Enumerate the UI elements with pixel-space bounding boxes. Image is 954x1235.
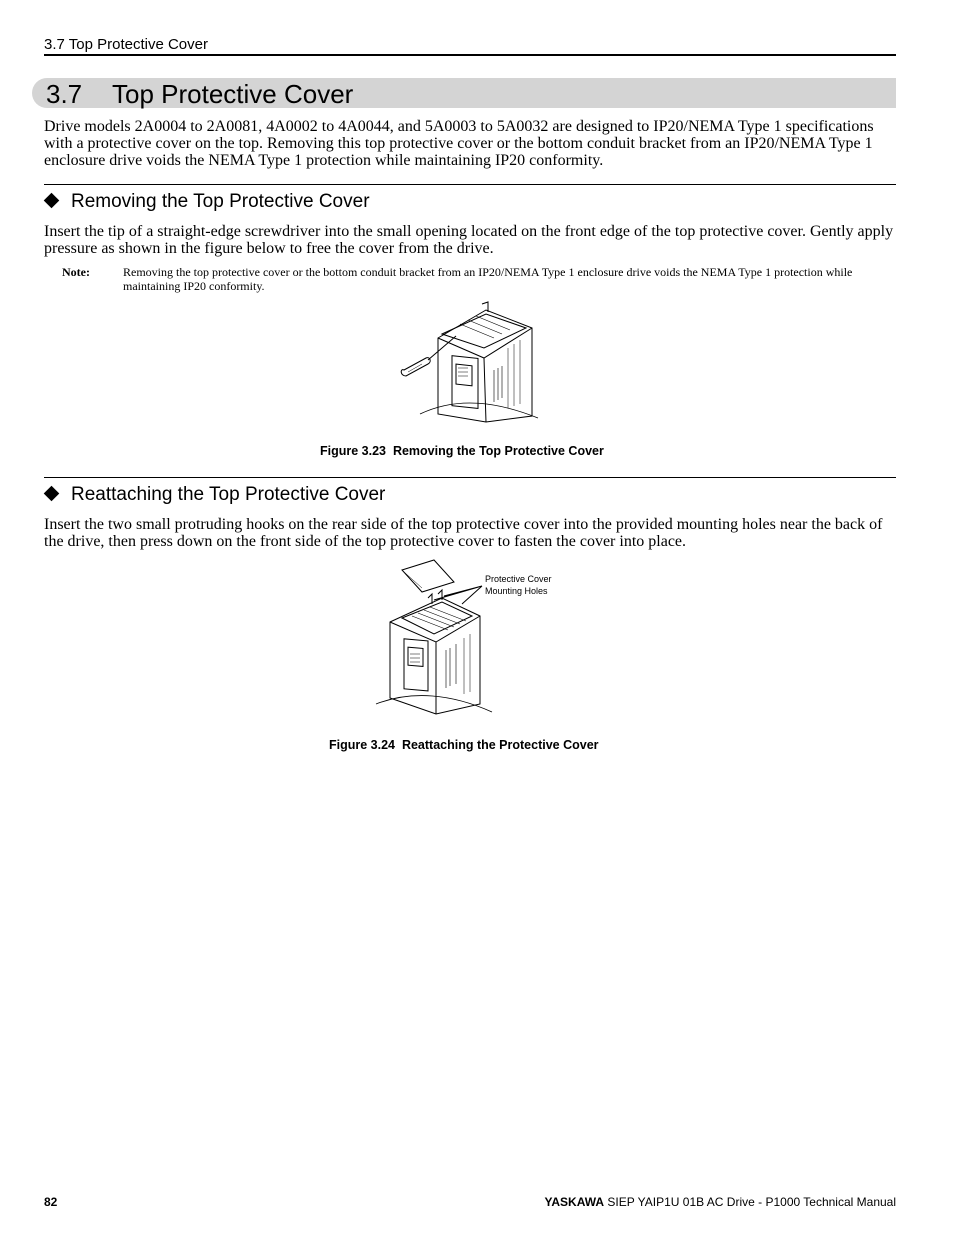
- note-label: Note:: [62, 265, 90, 279]
- figure-3-23-caption: Figure 3.23 Removing the Top Protective Cover: [320, 444, 604, 458]
- callout-mounting-holes: Mounting Holes: [485, 586, 548, 596]
- subheading-reattaching-text: Reattaching the Top Protective Cover: [71, 484, 386, 505]
- diamond-bullet-icon: [44, 486, 60, 502]
- section-number: 3.7: [46, 79, 83, 109]
- subsection-rule-reattaching: [44, 477, 896, 478]
- note-text: Removing the top protective cover or the bottom conduit bracket from an IP20/NEMA Type 1 enclosure drive voids the NEMA Type 1 protection while maintaining IP20 conformity.: [123, 265, 853, 293]
- figure-3-24-caption: Figure 3.24 Reattaching the Protective Cover: [329, 738, 599, 752]
- subheading-removing-text: Removing the Top Protective Cover: [71, 191, 370, 212]
- diamond-bullet-icon: [44, 193, 60, 209]
- footer-brand: YASKAWA: [544, 1195, 605, 1209]
- page-number: 82: [44, 1195, 58, 1209]
- subheading-reattaching: [44, 484, 385, 506]
- section-title-text: Top Protective Cover: [112, 79, 354, 109]
- section-title: [46, 79, 353, 110]
- removing-paragraph: Insert the tip of a straight-edge screwdriver into the small opening located on the front edge of the top protective cover. Gently apply pressure as shown in the figure below to free the cover from the drive.: [44, 223, 894, 257]
- running-header: 3.7 Top Protective Cover: [44, 36, 208, 53]
- subheading-removing: [44, 191, 370, 213]
- header-rule: [44, 54, 896, 56]
- footer-manual-title: [544, 1195, 896, 1209]
- intro-paragraph: Drive models 2A0004 to 2A0081, 4A0002 to 4A0044, and 5A0003 to 5A0032 are designed to IP20/NEMA Type 1 specifications with a protective cover on the top. Removing this top protective cover or the bottom conduit bracket from an IP20/NEMA Type 1 enclosure drive voids the NEMA Type 1 protection while maintaining IP20 conformity.: [44, 118, 874, 169]
- reattaching-paragraph: Insert the two small protruding hooks on the rear side of the top protective cover into the provided mounting holes near the back of the drive, then press down on the front side of the top protective cover to fasten the cover into place.: [44, 516, 883, 550]
- subsection-rule-removing: [44, 184, 896, 185]
- callout-protective-cover: Protective Cover: [485, 574, 552, 584]
- footer-manual-text: SIEP YAIP1U 01B AC Drive - P1000 Technical Manual: [604, 1195, 896, 1209]
- figure-removing-drive-illustration: [398, 298, 548, 424]
